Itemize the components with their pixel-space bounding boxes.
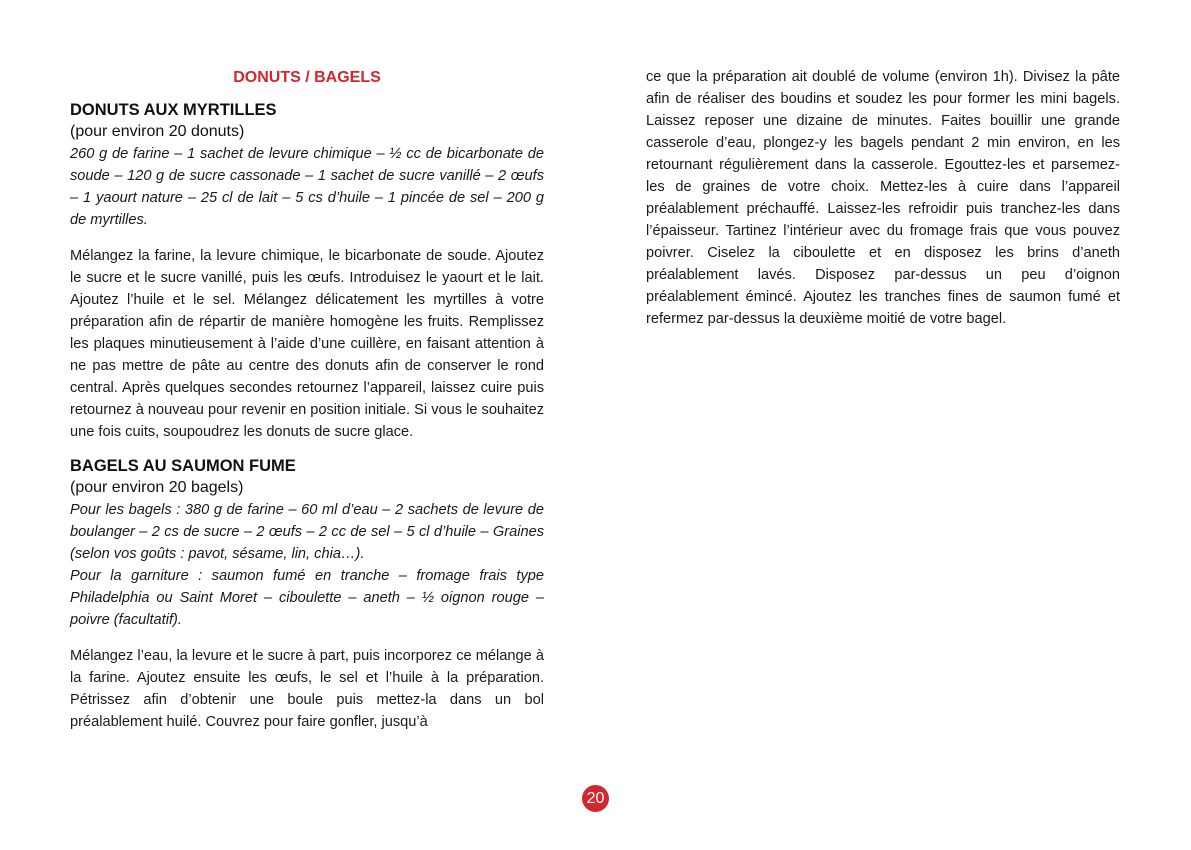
recipe-subtitle-bagels: (pour environ 20 bagels) — [70, 479, 244, 496]
left-column — [70, 64, 544, 733]
recipe-title-bagels: BAGELS AU SAUMON FUME — [70, 457, 296, 475]
right-column — [646, 64, 1120, 330]
instructions-bagels-part2: ce que la préparation ait doublé de volume (environ 1h). Divisez la pâte afin de réaliser des boudins et soudez les pour former les mini bagels. Laissez reposer une dizaine de minutes. Faites bouillir une grande casserole d’eau, plongez-y les bagels pendant 2 min environ, en les retournant régulièrement dans la casserole. Egouttez-les et parsemez-les de graines de votre choix. Mettez-les à cuire dans l’appareil préalablement préchauffé. Laissez-les refroidir puis tranchez-les dans l’épaisseur. Tartinez l’intérieur avec du fromage frais que vous pouvez poivrer. Ciselez la ciboulette et en disposez les brins d’aneth préalablement lavés. Disposez par-dessus un peu d’oignon préalablement émincé. Ajoutez les tranches fines de saumon fumé et refermez par-dessus la deuxième moitié de votre bagel. — [646, 69, 1120, 327]
ingredients-bagels-garniture: Pour la garniture : saumon fumé en tranche – fromage frais type Philadelphia ou Saint Moret – ciboulette – aneth – ½ oignon rouge – poivre (facultatif). — [70, 568, 544, 628]
section-title: DONUTS / BAGELS — [233, 69, 381, 86]
ingredients-bagels — [70, 499, 544, 631]
instructions-bagels-part1: Mélangez l’eau, la levure et le sucre à part, puis incorporez ce mélange à la farine. Ajoutez ensuite les œufs, le sel et l’huile à la préparation. Pétrissez afin d’obtenir une boule puis mettez-la dans un bol préalablement huilé. Couvrez pour faire gonfler, jusqu’à — [70, 648, 544, 730]
ingredients-donuts-text: 260 g de farine – 1 sachet de levure chimique – ½ cc de bicarbonate de soude – 120 g de sucre cassonade – 1 sachet de sucre vanillé – 2 œufs – 1 yaourt nature – 25 cl de lait – 5 cs d’huile – 1 pincée de sel – 200 g de myrtilles. — [70, 146, 544, 228]
page-number-badge: 20 — [582, 785, 609, 812]
ingredients-bagels-dough: Pour les bagels : 380 g de farine – 60 ml d’eau – 2 sachets de levure de boulanger – 2 cs de sucre – 2 œufs – 2 cc de sel – 5 cl d’huile – Graines (selon vos goûts : pavot, sésame, lin, chia…). — [70, 502, 544, 562]
recipe-subtitle-donuts: (pour environ 20 donuts) — [70, 123, 245, 140]
instructions-donuts: Mélangez la farine, la levure chimique, le bicarbonate de soude. Ajoutez le sucre et le sucre vanillé, puis les œufs. Introduisez le yaourt et le lait. Ajoutez l’huile et le sel. Mélangez délicatement les myrtilles à votre préparation afin de répartir de manière homogène les fruits. Remplissez les plaques minutieusement à l’aide d’une cuillère, en faisant attention à ne pas mettre de pâte au centre des donuts afin de conserver le rond central. Après quelques secondes retournez l’appareil, laissez cuire puis retournez à nouveau pour revenir en position initiale. Si vous le souhaitez une fois cuits, soupoudrez les donuts de sucre glace. — [70, 248, 544, 440]
ingredients-donuts — [70, 143, 544, 231]
recipe-title-donuts: DONUTS AUX MYRTILLES — [70, 101, 277, 119]
